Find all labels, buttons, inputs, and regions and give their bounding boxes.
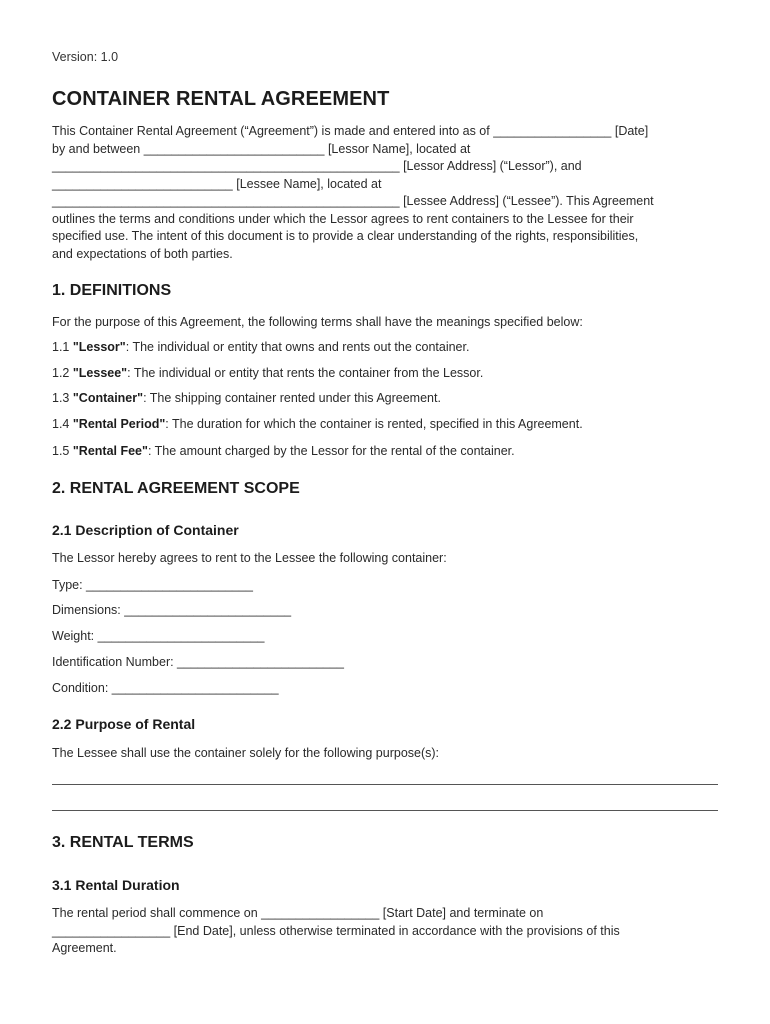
definition-term: "Container" — [72, 391, 144, 405]
definition-number: 1.5 — [52, 444, 73, 458]
definition-term: "Rental Fee" — [72, 444, 148, 458]
definition-text: : The individual or entity that rents the container from the Lessor. — [127, 366, 484, 380]
field-condition[interactable]: Condition: ________________________ — [52, 681, 279, 695]
intro-line: and expectations of both parties. — [52, 246, 233, 261]
definition-text: : The individual or entity that owns and rents out the container. — [125, 340, 470, 354]
definition-term: "Lessor" — [72, 340, 126, 354]
definition-text: : The duration for which the container is rented, specified in this Agreement. — [165, 417, 583, 431]
section-heading-scope: 2. RENTAL AGREEMENT SCOPE — [52, 480, 300, 497]
document-title: CONTAINER RENTAL AGREEMENT — [52, 88, 390, 110]
section-heading-rental-terms: 3. RENTAL TERMS — [52, 834, 194, 851]
field-type[interactable]: Type: ________________________ — [52, 578, 253, 592]
definition-term: "Rental Period" — [72, 417, 166, 431]
intro-line: specified use. The intent of this document is to provide a clear understanding of the rights, responsibilities, — [52, 229, 639, 243]
purpose-blank-line[interactable] — [52, 810, 718, 811]
definition-item — [52, 391, 441, 405]
definition-number: 1.4 — [52, 417, 73, 431]
subsection-heading-description: 2.1 Description of Container — [52, 522, 239, 538]
intro-line: outlines the terms and conditions under which the Lessor agrees to rent containers to the Lessee for their — [52, 211, 634, 226]
definition-text: : The shipping container rented under this Agreement. — [143, 391, 441, 405]
subsection-heading-duration: 3.1 Rental Duration — [52, 877, 180, 893]
definitions-lead: For the purpose of this Agreement, the following terms shall have the meanings specified below: — [52, 315, 583, 329]
purpose-blank-line[interactable] — [52, 784, 718, 785]
duration-paragraph — [52, 905, 720, 958]
field-weight[interactable]: Weight: ________________________ — [52, 629, 265, 643]
intro-line: by and between __________________________ [Lessor Name], located at — [52, 141, 471, 156]
duration-line: _________________ [End Date], unless otherwise terminated in accordance with the provisions of this — [52, 923, 620, 938]
definition-text: : The amount charged by the Lessor for the rental of the container. — [147, 444, 515, 458]
intro-line: This Container Rental Agreement (“Agreement”) is made and entered into as of _________________ [Date] — [52, 124, 649, 138]
subsection-heading-purpose: 2.2 Purpose of Rental — [52, 716, 196, 732]
intro-line: __________________________ [Lessee Name], located at — [52, 176, 382, 191]
definition-item — [52, 444, 515, 458]
intro-paragraph — [52, 123, 720, 263]
duration-line: The rental period shall commence on _________________ [Start Date] and terminate on — [52, 906, 544, 920]
description-lead: The Lessor hereby agrees to rent to the Lessee the following container: — [52, 551, 447, 565]
definition-term: "Lessee" — [72, 366, 128, 380]
version-label: Version: 1.0 — [52, 50, 119, 64]
field-dimensions[interactable]: Dimensions: ________________________ — [52, 603, 292, 617]
section-heading-definitions: 1. DEFINITIONS — [52, 282, 172, 299]
definition-item — [52, 417, 583, 431]
duration-line: Agreement. — [52, 941, 117, 955]
intro-line: __________________________________________________ [Lessor Address] (“Lessor”), and — [52, 159, 582, 173]
definition-number: 1.2 — [52, 366, 73, 380]
intro-line: __________________________________________________ [Lessee Address] (“Lessee”). This Agreement — [52, 194, 654, 208]
definition-item — [52, 366, 483, 380]
definition-number: 1.3 — [52, 391, 73, 405]
purpose-lead: The Lessee shall use the container solely for the following purpose(s): — [52, 746, 440, 760]
field-identification-number[interactable]: Identification Number: ________________________ — [52, 655, 344, 669]
definition-number: 1.1 — [52, 340, 73, 354]
definition-item — [52, 340, 469, 354]
